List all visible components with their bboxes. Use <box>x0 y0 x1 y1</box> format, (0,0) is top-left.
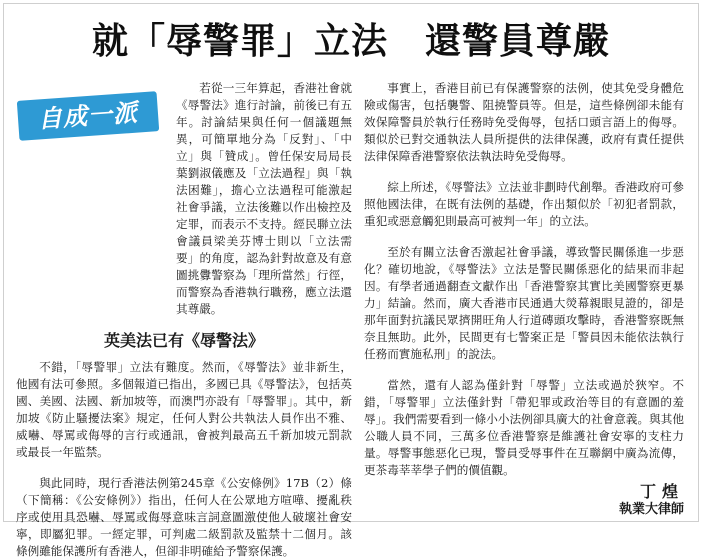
section-subheading: 英美法已有《辱警法》 <box>103 331 264 350</box>
paragraph: 至於有關立法會否激起社會爭議，導致警民關係進一步惡化？確切地說，《辱警法》立法是警民關係惡化的結果而非起因。有學者通過翻查文獻作出「香港警察其實比美國警察更暴力」結論。然而，廣大香港市民通過大熒幕親眼見證的，卻是那年面對抗議民眾擠開旺角人行道磚頭攻擊時，香港警察既無奈且無助。此外，民間更有七警案正是「警員因未能依法執行任務而實施私刑」的說法。 <box>364 245 684 361</box>
paragraph: 事實上，香港目前已有保護警察的法例，使其免受身體危險或傷害，包括襲警、阻撓警員等。但是，這些條例卻未能有效保障警員於執行任務時免受侮辱，包括口頭言語上的侮辱。類似於已對交通執法人員所提供的法律保護，政府有責任提供法律保障香港警察依法執法時免受侮辱。 <box>364 81 684 163</box>
paragraph: 與此同時，現行香港法例第245章《公安條例》17B（2）條（下簡稱：《公安條例》）指出，任何人在公眾地方喧嘩、擾亂秩序或使用具恐嚇、辱罵或侮辱意味言詞意圖激使他人破壞社會安寧，即屬犯罪。一經定罪，可判處二級罰款及監禁十二個月。該條例雖能保護所有香港人，但卻非明確給予警察保護。 <box>16 476 352 558</box>
paragraph: 不錯，「辱警罪」立法有難度。然而，《辱警法》並非新生，他國有法可參照。多個報道已指出，多國已具《辱警法》，包括英國、美國、法國、新加坡等，而澳門亦設有「辱警罪」。其中，新加坡《防止騷擾法案》規定，任何人對公共執法人員作出不雅、威嚇、辱罵或侮辱的言行或通訊，會被判最高五千新加坡元罰款或最長一年監禁。 <box>16 360 352 459</box>
article-headline: 就「辱警罪」立法 還警員尊嚴 <box>91 21 610 62</box>
paragraph: 綜上所述，《辱警法》立法並非劃時代創舉。香港政府可參照他國法律，在既有法例的基礎，作出類似於「初犯者罰款，重犯或惡意觸犯則最高可被判一年」的立法。 <box>364 180 684 228</box>
author-title: 執業大律師 <box>618 502 684 517</box>
paragraph: 當然，還有人認為僅針對「辱警」立法或過於狹窄。不錯，「辱警罪」立法僅針對「帶犯罪或政治等目的有意圖的羞辱」。我們需要看到一條小小法例卻具廣大的社會意義。與其他公職人員不同，三萬多位香港警察是維護社會安寧的支柱力量。辱警事態惡化已現，警員受辱事件在互聯網中廣為流傳，更茶毒莘莘學子們的價值觀。 <box>364 378 684 477</box>
paragraph-intro: 若從一三年算起，香港社會就《辱警法》進行討論，前後已有五年。討論結果與任何一個議題無異，可簡單地分為「反對」、「中立」與「贊成」。曾任保安局局長葉劉淑儀應及「立法過程」與「執法困難」，擔心立法過程可能激起社會爭議，立法後難以作出檢控及定罪，而表示不支持。經民聯立法會議員梁美芬博士則以「立法需要」的角度，認為針對故意及有意圖挑釁警察為「理所當然」行徑，而警察為香港執行職務，應立法還其尊嚴。 <box>176 81 352 316</box>
author-byline <box>619 483 684 519</box>
article-column-left <box>16 80 352 560</box>
author-name: 丁煌 <box>639 482 684 501</box>
article-column-right <box>364 80 684 479</box>
column-logo-text: 自成一派 <box>37 98 139 134</box>
